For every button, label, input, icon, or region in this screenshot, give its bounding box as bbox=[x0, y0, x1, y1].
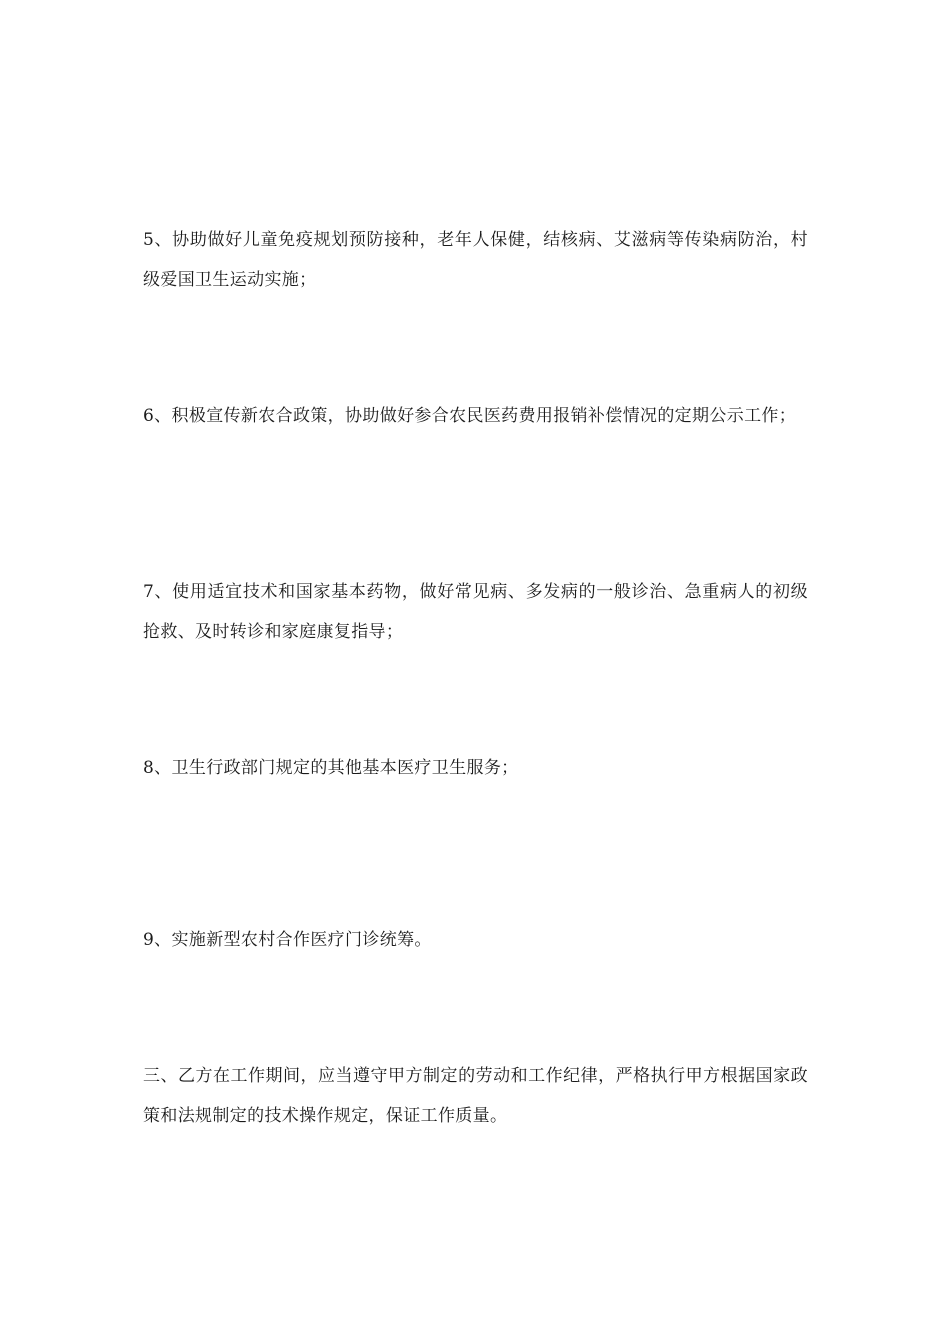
paragraph-item-9: 9、实施新型农村合作医疗门诊统筹。 bbox=[143, 930, 432, 950]
paragraph-item-8: 8、卫生行政部门规定的其他基本医疗卫生服务； bbox=[143, 758, 519, 778]
paragraph-item-5: 5、协助做好儿童免疫规划预防接种，老年人保健，结核病、艾滋病等传染病防治，村级爱国卫生运动实施； bbox=[143, 230, 808, 290]
paragraph-item-6: 6、积极宣传新农合政策，协助做好参合农民医药费用报销补偿情况的定期公示工作； bbox=[143, 406, 797, 426]
paragraph-item-7: 7、使用适宜技术和国家基本药物，做好常见病、多发病的一般诊治、急重病人的初级抢救、及时转诊和家庭康复指导； bbox=[143, 582, 808, 642]
paragraph-section-3: 三、乙方在工作期间，应当遵守甲方制定的劳动和工作纪律，严格执行甲方根据国家政策和法规制定的技术操作规定，保证工作质量。 bbox=[143, 1066, 808, 1126]
